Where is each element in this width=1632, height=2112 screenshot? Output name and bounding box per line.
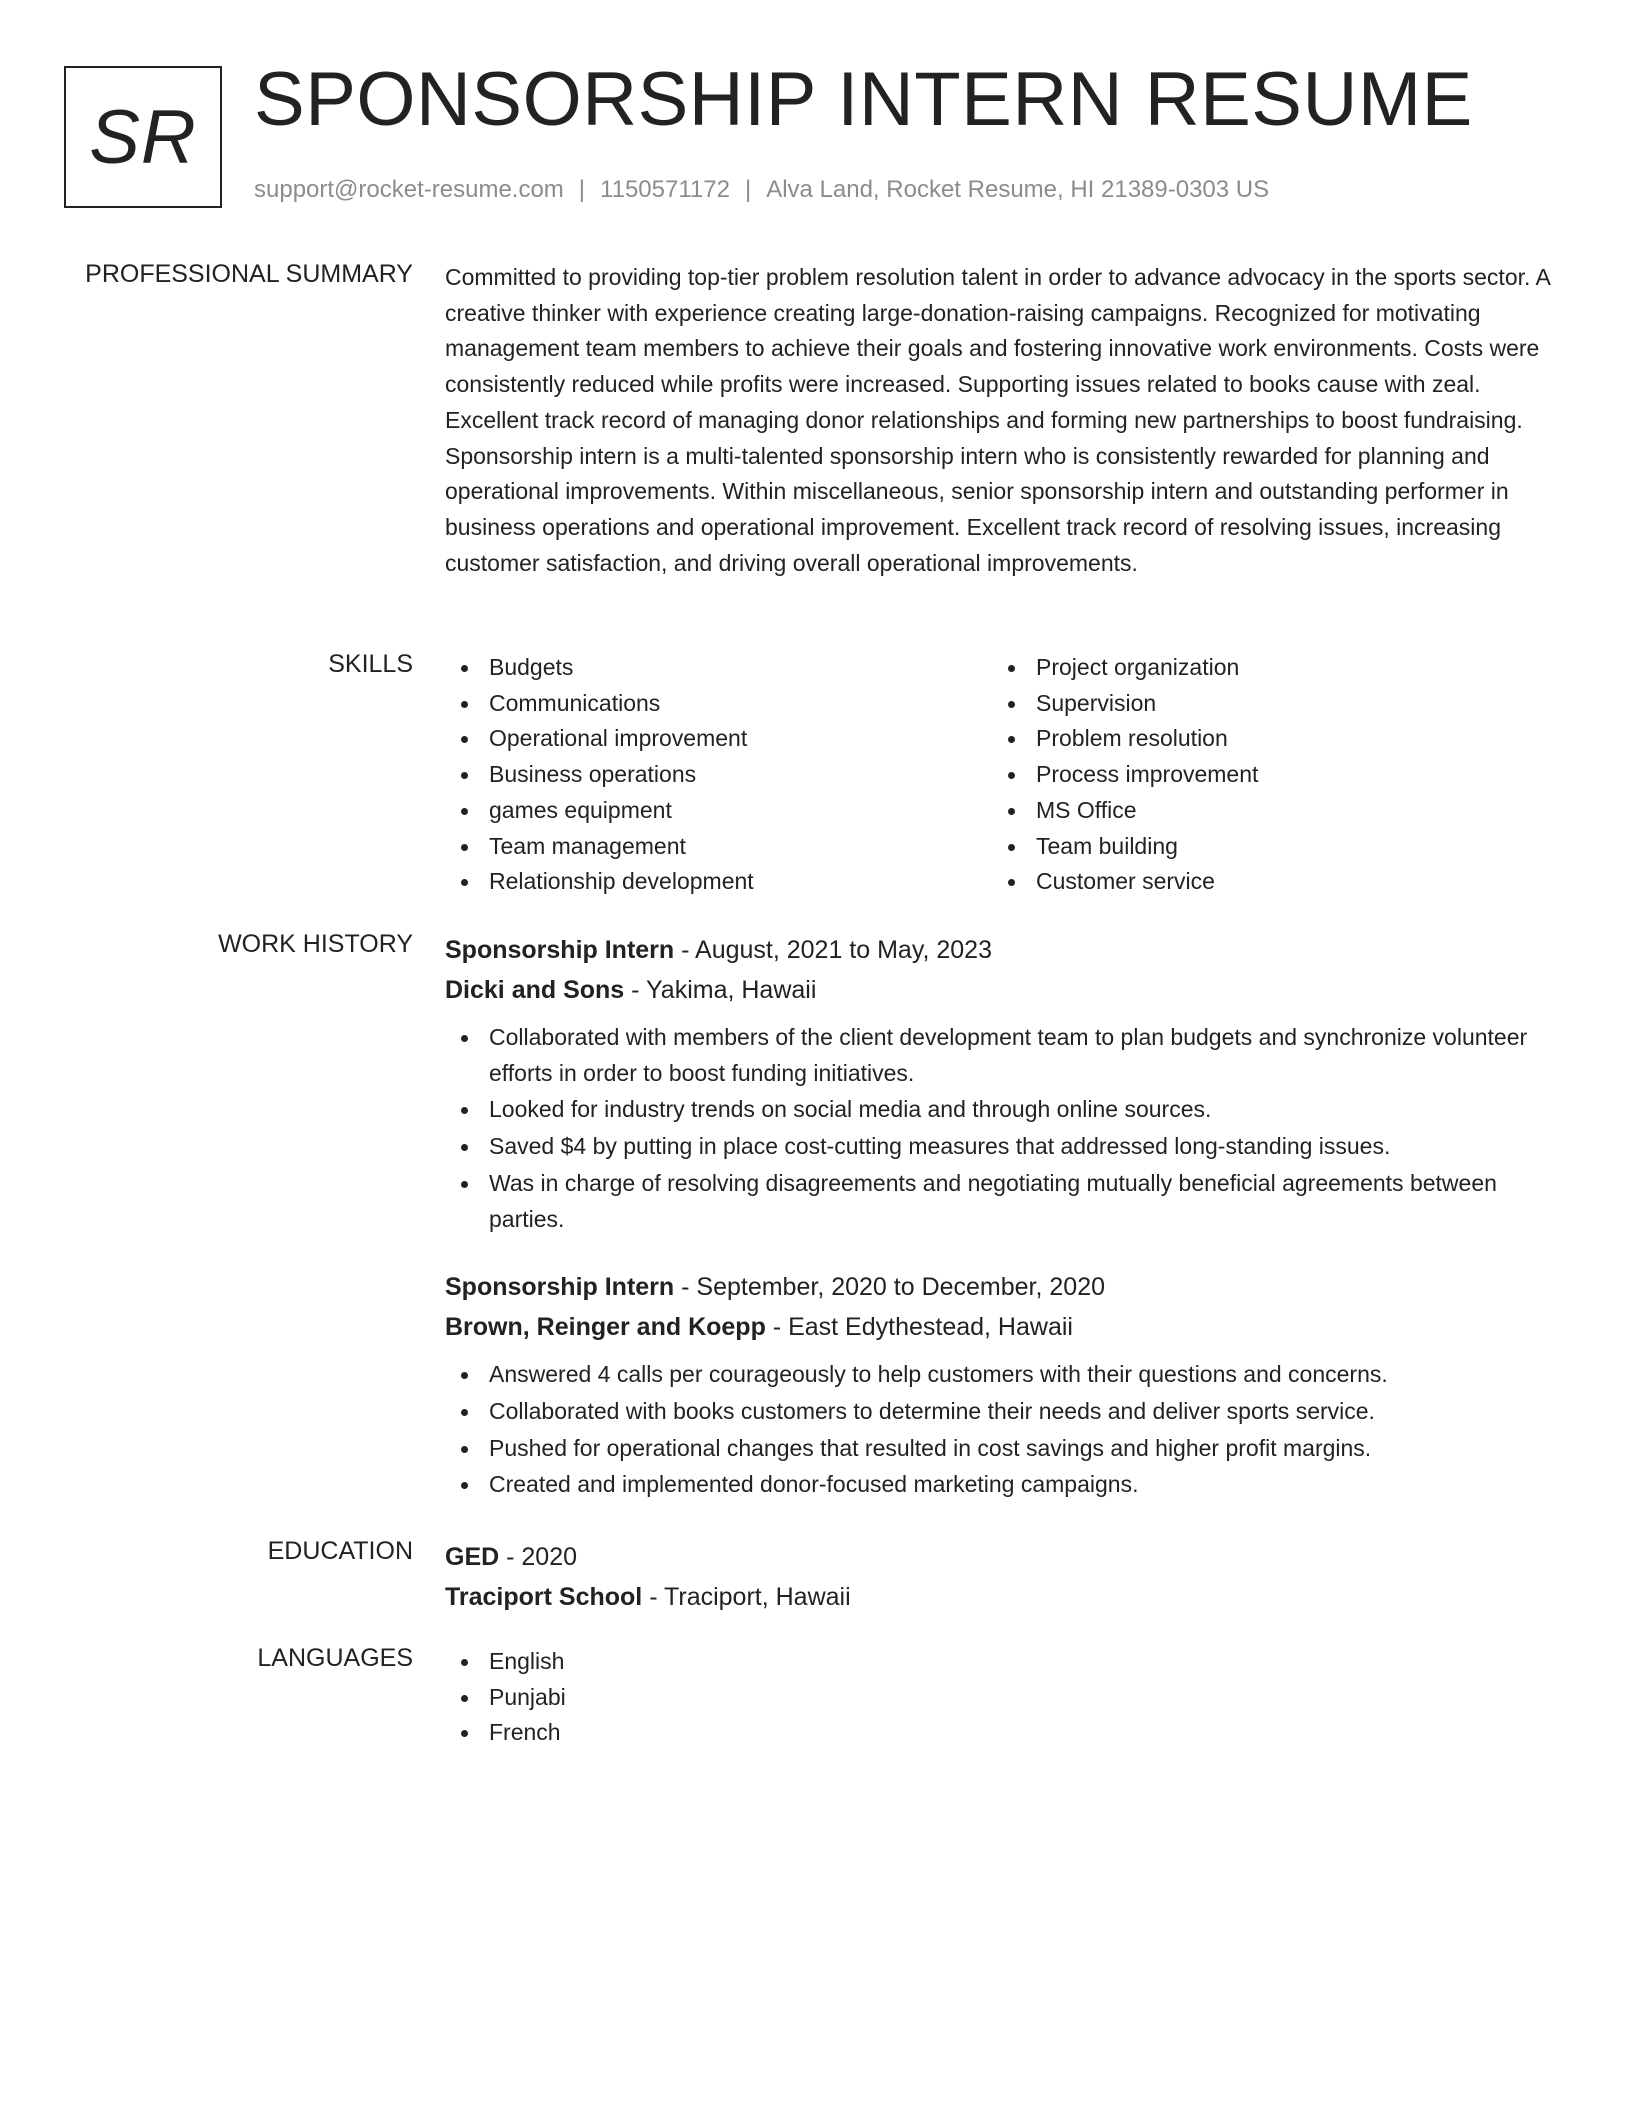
contact-line (254, 176, 1269, 204)
job-company-line (445, 1307, 1555, 1347)
job-bullets (445, 1020, 1555, 1237)
education-year: - 2020 (499, 1543, 578, 1571)
education-location: - Traciport, Hawaii (642, 1583, 851, 1611)
contact-separator: | (578, 176, 586, 203)
job-location: - Yakima, Hawaii (624, 976, 817, 1004)
job-bullet: Looked for industry trends on social media and through online sources. (445, 1092, 1555, 1128)
skills-list-left (445, 650, 992, 900)
job-entry (445, 930, 1555, 1237)
skill-item: Relationship development (445, 864, 992, 900)
work-history-body (445, 930, 1555, 1504)
job-company-line (445, 970, 1555, 1010)
job-location: - East Edythestead, Hawaii (765, 1313, 1073, 1342)
contact-separator: | (744, 176, 752, 203)
skills-list-right (992, 650, 1539, 900)
language-item: English (445, 1644, 1555, 1680)
job-bullet: Pushed for operational changes that resulted in cost savings and higher profit margins. (445, 1431, 1555, 1467)
education-degree-line (445, 1537, 1555, 1577)
skill-item: Team management (445, 829, 992, 865)
section-label-skills: SKILLS (328, 650, 413, 678)
skill-item: MS Office (992, 793, 1539, 829)
job-bullet: Collaborated with members of the client development team to plan budgets and synchronize volunteer efforts in order to boost funding initiatives. (445, 1020, 1555, 1091)
monogram-box (64, 66, 222, 208)
skill-item: Process improvement (992, 757, 1539, 793)
job-company: Brown, Reinger and Koepp (445, 1313, 766, 1342)
skill-item: Supervision (992, 686, 1539, 722)
job-dates: - August, 2021 to May, 2023 (674, 936, 992, 964)
skill-item: Budgets (445, 650, 992, 686)
education-school-line (445, 1577, 1555, 1617)
job-title: Sponsorship Intern (445, 936, 675, 964)
skill-item: Team building (992, 829, 1539, 865)
contact-email: support@rocket-resume.com (254, 176, 564, 203)
job-entry (445, 1267, 1555, 1503)
section-label-languages: LANGUAGES (257, 1644, 413, 1672)
monogram-initials: SR (89, 94, 197, 180)
skill-item: Operational improvement (445, 721, 992, 757)
languages-list (445, 1644, 1555, 1751)
contact-address: Alva Land, Rocket Resume, HI 21389-0303 US (766, 176, 1270, 203)
language-item: French (445, 1715, 1555, 1751)
summary-text: Committed to providing top-tier problem resolution talent in order to advance advocacy in the sports sector. A creative thinker with experience creating large-donation-raising campaigns. Recognized for motivating management team members to achieve their goals and fostering innovative work environments. Costs were consistently reduced while profits were increased. Supporting issues related to books cause with zeal. Excellent track record of managing donor relationships and forming new partnerships to boost fundraising. Sponsorship intern is a multi-talented sponsorship intern who is consistently rewarded for planning and operational improvements. Within miscellaneous, senior sponsorship intern and outstanding performer in business operations and operational improvement. Excellent track record of resolving issues, increasing customer satisfaction, and driving overall operational improvements. (445, 264, 1550, 576)
language-item: Punjabi (445, 1680, 1555, 1716)
skill-item: Project organization (992, 650, 1539, 686)
section-label-summary: PROFESSIONAL SUMMARY (85, 260, 413, 288)
skills-columns (445, 650, 1555, 900)
section-label-education: EDUCATION (267, 1537, 413, 1565)
education-degree: GED (445, 1543, 500, 1571)
skill-item: Problem resolution (992, 721, 1539, 757)
job-title-line (445, 930, 1555, 970)
skill-item: games equipment (445, 793, 992, 829)
skill-item: Communications (445, 686, 992, 722)
job-bullet: Was in charge of resolving disagreements and negotiating mutually beneficial agreements between parties. (445, 1166, 1555, 1237)
job-bullet: Saved $4 by putting in place cost-cutting measures that addressed long-standing issues. (445, 1129, 1555, 1165)
job-bullet: Created and implemented donor-focused marketing campaigns. (445, 1467, 1555, 1503)
education-body (445, 1537, 1555, 1617)
job-title: Sponsorship Intern (445, 1273, 675, 1302)
skill-item: Customer service (992, 864, 1539, 900)
languages-body (445, 1644, 1555, 1751)
job-bullets (445, 1357, 1555, 1503)
job-bullet: Answered 4 calls per courageously to help customers with their questions and concerns. (445, 1357, 1555, 1393)
skill-item: Business operations (445, 757, 992, 793)
section-label-work: WORK HISTORY (218, 930, 413, 958)
resume-title: SPONSORSHIP INTERN RESUME (254, 57, 1473, 142)
job-title-line (445, 1267, 1555, 1307)
job-company: Dicki and Sons (445, 976, 625, 1004)
job-dates: - September, 2020 to December, 2020 (674, 1273, 1106, 1302)
education-school: Traciport School (445, 1583, 643, 1611)
job-bullet: Collaborated with books customers to determine their needs and deliver sports service. (445, 1394, 1555, 1430)
contact-phone: 1150571172 (600, 176, 730, 203)
